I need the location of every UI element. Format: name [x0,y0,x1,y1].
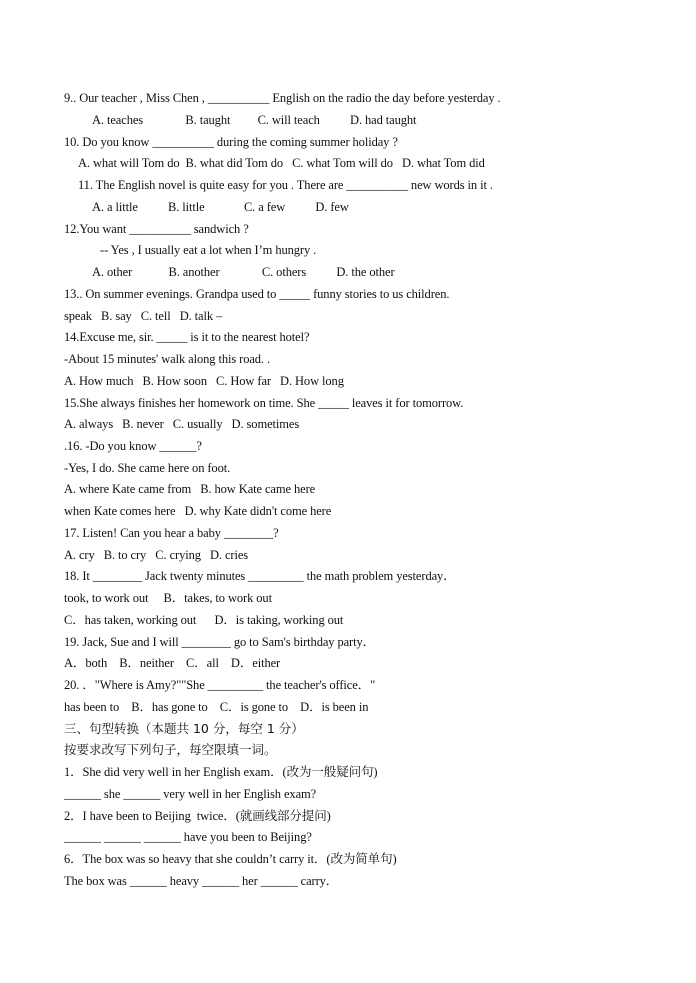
section-3-instructions: 按要求改写下列句子，每空限填一词。 [64,742,277,757]
question-19-options: A．both B．neither C．all D．either [64,656,281,670]
question-15-options: A. always B. never C. usually D. sometimes [64,417,300,431]
question-13-stem: 13.. On summer evenings. Grandpa used to _____ funny stories to us children. [64,287,450,301]
question-16-stem: .16. -Do you know ______? [64,439,202,453]
transform-1-blanks: ______ she ______ very well in her English exam? [64,787,317,801]
question-12-stem: 12.You want __________ sandwich ? [64,222,249,236]
transform-2-sentence: 2．I have been to Beijing twice．(就画线部分提问) [64,809,331,823]
question-9-options: A. teaches B. taught C. will teach D. had taught [92,113,417,127]
question-10-stem: 10. Do you know __________ during the coming summer holiday ? [64,135,398,149]
question-14-reply: -About 15 minutes' walk along this road. . [64,352,271,366]
question-14-options: A. How much B. How soon C. How far D. How long [64,374,344,388]
question-11-options: A. a little B. little C. a few D. few [92,200,349,214]
question-17-stem: 17. Listen! Can you hear a baby ________? [64,526,279,540]
question-9-stem: 9.. Our teacher , Miss Chen , __________ English on the radio the day before yesterday . [64,91,501,105]
question-10-options: A. what will Tom do B. what did Tom do C. what Tom will do D. what Tom did [78,156,485,170]
question-16-options-c-d: when Kate comes here D. why Kate didn't come here [64,504,332,518]
question-13-options: speak B. say C. tell D. talk – [64,309,223,323]
question-20-stem: 20. ．"Where is Amy?""She _________ the teacher's office．" [64,678,376,692]
section-3-heading: 三、句型转换（本题共 10 分，每空 1 分） [64,721,304,736]
question-15-stem: 15.She always finishes her homework on time. She _____ leaves it for tomorrow. [64,396,464,410]
question-12-options: A. other B. another C. others D. the other [92,265,395,279]
transform-6-blanks: The box was ______ heavy ______ her ______ carry． [64,874,339,888]
transform-6-sentence: 6．The box was so heavy that she couldn’t carry it．(改为简单句) [64,852,397,866]
question-18-options-c-d: C．has taken, working out D．is taking, working out [64,613,344,627]
question-16-options-a-b: A. where Kate came from B. how Kate came here [64,482,316,496]
transform-2-blanks: ______ ______ ______ have you been to Beijing? [64,830,312,844]
question-17-options: A. cry B. to cry C. crying D. cries [64,548,249,562]
question-16-reply: -Yes, I do. She came here on foot. [64,461,231,475]
transform-1-sentence: 1．She did very well in her English exam．(改为一般疑问句) [64,765,378,779]
question-18-stem: 18. It ________ Jack twenty minutes _________ the math problem yesterday． [64,569,456,583]
question-11-stem: 11. The English novel is quite easy for you . There are __________ new words in it . [78,178,493,192]
question-19-stem: 19. Jack, Sue and I will ________ go to Sam's birthday party． [64,635,376,649]
question-18-options-a-b: took, to work out B．takes, to work out [64,591,272,605]
question-14-stem: 14.Excuse me, sir. _____ is it to the nearest hotel? [64,330,310,344]
question-12-reply: -- Yes , I usually eat a lot when I’m hungry . [100,243,317,257]
question-20-options: has been to B．has gone to C．is gone to D．is been in [64,700,369,714]
